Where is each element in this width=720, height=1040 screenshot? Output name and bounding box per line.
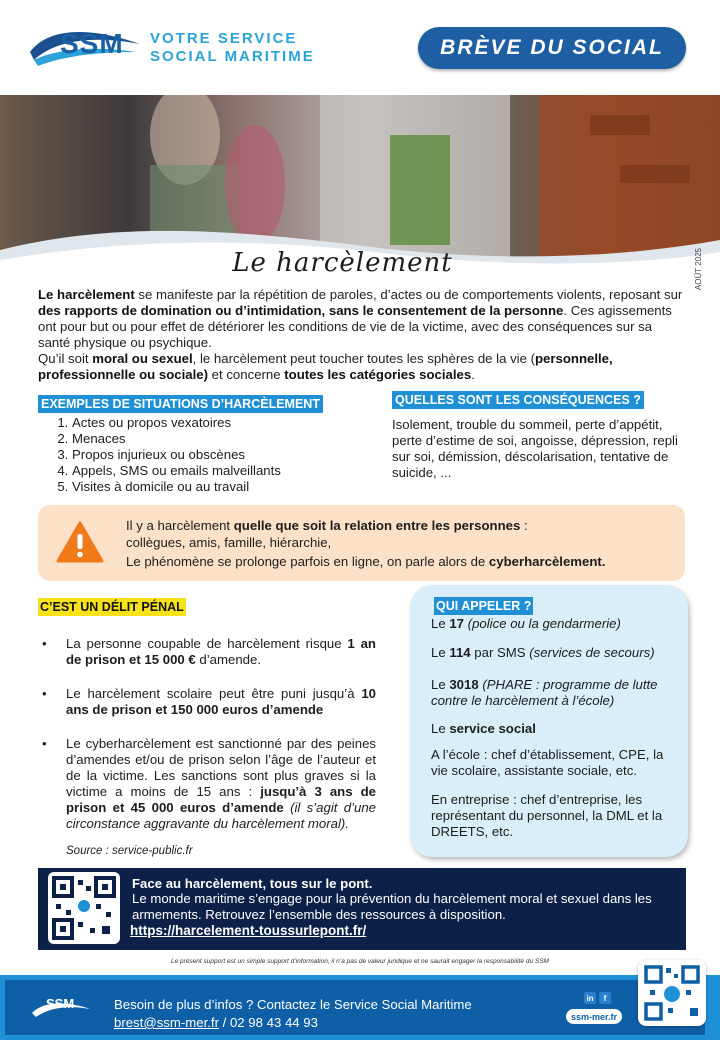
call-school: A l’école : chef d’établissement, CPE, la vie scolaire, assistante sociale, etc. xyxy=(431,747,664,778)
examples-section xyxy=(38,395,338,495)
website-link[interactable]: ssm-mer.fr xyxy=(566,1009,622,1024)
social-links xyxy=(584,992,611,1004)
list-item: 2. Menaces xyxy=(72,431,338,447)
examples-heading: EXEMPLES DE SITUATIONS D’HARCÈLEMENT xyxy=(38,395,323,413)
footer-need-info: Besoin de plus d’infos ? Contactez le Service Social Maritime xyxy=(114,997,472,1012)
intro-text: Le harcèlement se manifeste par la répétition de paroles, d’actes ou de comportements violents, reposant sur des rapports de domination ou d’intimidation, sans le consentement de la personne. Ces agissements ont pour but ou pour effet de détériorer les conditions de vie de la victime, avec des conséquences sur sa santé physique ou psychique. Qu’il soit moral ou sexuel, le harcèlement peut toucher toutes les sphères de la vie (personnelle, professionnelle ou sociale) et concerne toutes les catégories sociales. xyxy=(38,287,683,382)
delit-section xyxy=(38,636,376,850)
page-title: Le harcèlement xyxy=(232,248,453,278)
footer-qr-code-icon[interactable] xyxy=(638,960,706,1026)
brand-name xyxy=(150,30,315,66)
list-item: 4. Appels, SMS ou emails malveillants xyxy=(72,463,338,479)
consequences-heading: QUELLES SONT LES CONSÉQUENCES ? xyxy=(392,391,644,409)
banner-link[interactable]: https://harcelement-toussurlepont.fr/ xyxy=(130,923,367,938)
campaign-banner xyxy=(38,868,686,950)
disclaimer: Le présent support est un simple support d’information, il n’a pas de valeur juridique et ne saurait engager la responsabilité du SSM xyxy=(171,958,549,965)
examples-list xyxy=(38,415,338,495)
consequences-text: Isolement, trouble du sommeil, perte d’appétit, perte d’estime de soi, angoisse, dépression, repli sur soi, démission, déscolarisation, tentative de suicide, ... xyxy=(392,417,678,480)
banner-title: Face au harcèlement, tous sur le pont. xyxy=(132,876,373,891)
delit-heading: C’EST UN DÉLIT PÉNAL xyxy=(40,600,184,614)
list-item: • Le harcèlement scolaire peut être puni jusqu’à 10 ans de prison et 150 000 euros d’amende xyxy=(38,686,376,718)
footer-logo-text: SSM xyxy=(46,996,75,1011)
header xyxy=(0,0,720,95)
call-company: En entreprise : chef d’entreprise, les représentant du personnel, la DML et la DREETS, etc. xyxy=(431,792,663,839)
facebook-icon[interactable]: f xyxy=(599,992,611,1004)
breve-badge: BRÈVE DU SOCIAL xyxy=(418,27,686,69)
warning-text: Il y a harcèlement quelle que soit la relation entre les personnes : collègues, amis, famille, hiérarchie, Le phénomène se prolonge parfois en ligne, on parle alors de cyberharcèlement. xyxy=(126,518,606,569)
list-item: • Le cyberharcèlement est sanctionné par des peines d’amendes et/ou de prison selon l’âge de l’auteur et de la victime. Les sanctions sont plus graves si la victime a moins de 15 ans : jusqu’à 3 ans de prison et 45 000 euros d’amende (il s’agit d’une circonstance aggravante du harcèlement moral). xyxy=(38,736,376,832)
list-item: 1. Actes ou propos vexatoires xyxy=(72,415,338,431)
footer-email-link[interactable]: brest@ssm-mer.fr xyxy=(114,1015,219,1030)
footer xyxy=(0,975,720,1040)
footer-contact xyxy=(114,1015,318,1030)
who-to-call-box xyxy=(410,585,688,857)
hero-image xyxy=(0,95,720,270)
list-item: 5. Visites à domicile ou au travail xyxy=(72,479,338,495)
brand-line-2: SOCIAL MARITIME xyxy=(150,48,315,65)
issue-date: AOÛT 2025 xyxy=(694,248,703,291)
call-3018: Le 3018 (PHARE : programme de lutte contre le harcèlement à l’école) xyxy=(431,677,658,708)
footer-phone: / 02 98 43 44 93 xyxy=(218,1015,318,1030)
brand-line-1: VOTRE SERVICE xyxy=(150,30,298,47)
call-social-service: Le service social xyxy=(431,721,536,736)
banner-text: Le monde maritime s’engage pour la prévention du harcèlement moral et sexuel dans les armements. Retrouvez l’ensemble des ressources à disposition. xyxy=(132,891,652,922)
list-item: 3. Propos injurieux ou obscènes xyxy=(72,447,338,463)
list-item: • La personne coupable de harcèlement risque 1 an de prison et 15 000 € d’amende. xyxy=(38,636,376,668)
who-to-call-heading: QUI APPELER ? xyxy=(436,599,532,613)
warning-box xyxy=(38,505,685,581)
warning-icon xyxy=(56,521,104,563)
consequences-section xyxy=(392,391,692,481)
linkedin-icon[interactable]: in xyxy=(584,992,596,1004)
call-114: Le 114 par SMS (services de secours) xyxy=(431,645,655,660)
source-note: Source : service-public.fr xyxy=(66,845,193,857)
call-17: Le 17 (police ou la gendarmerie) xyxy=(431,616,621,631)
qr-code-icon[interactable] xyxy=(48,872,120,944)
ssm-logo-text: SSM xyxy=(60,28,124,59)
